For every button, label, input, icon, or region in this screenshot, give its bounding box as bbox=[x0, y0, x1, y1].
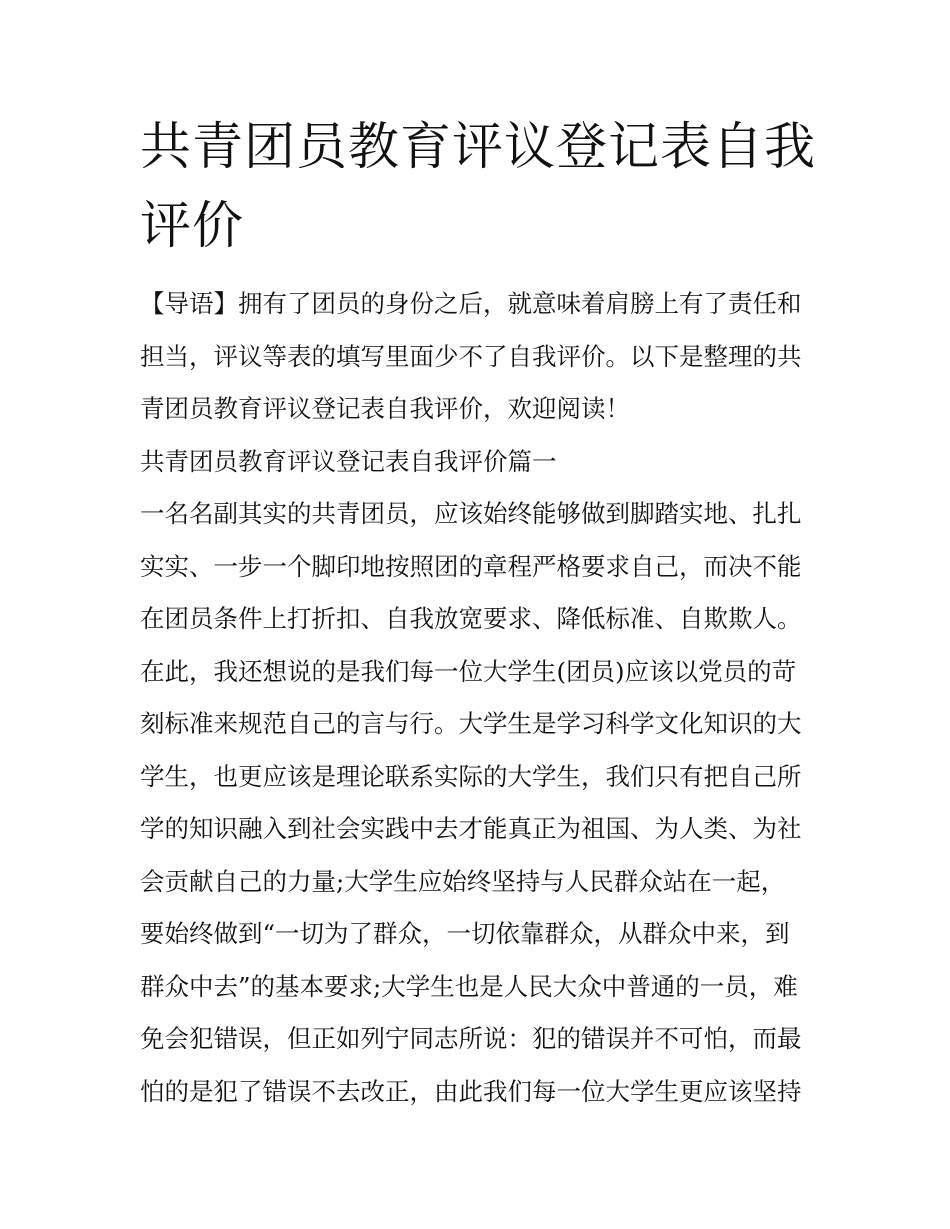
body-line-3: 在团员条件上打折扣、自我放宽要求、降低标准、自欺欺人。 bbox=[140, 604, 802, 633]
intro-line-2: 担当，评议等表的填写里面少不了自我评价。以下是整理的共 bbox=[140, 341, 802, 371]
body-line-6: 学生，也更应该是理论联系实际的大学生，我们只有把自己所 bbox=[140, 761, 802, 791]
title-line-2: 评价 bbox=[140, 197, 245, 256]
body-line-4: 在此，我还想说的是我们每一位大学生(团员)应该以党员的苛 bbox=[140, 656, 797, 686]
title-line-1: 共青团员教育评议登记表自我 bbox=[140, 118, 817, 177]
body-line-10: 群众中去”的基本要求;大学生也是人民大众中普通的一员，难 bbox=[140, 971, 798, 1001]
intro-line-1: 【导语】拥有了团员的身份之后，就意味着肩膀上有了责任和 bbox=[140, 289, 802, 318]
document-page bbox=[140, 108, 820, 1118]
document-body bbox=[140, 278, 820, 1118]
body-line-8: 会贡献自己的力量;大学生应始终坚持与人民群众站在一起， bbox=[140, 866, 786, 896]
body-line-12: 怕的是犯了错误不去改正，由此我们每一位大学生更应该坚持 bbox=[140, 1076, 802, 1106]
body-line-2: 实实、一步一个脚印地按照团的章程严格要求自己，而决不能 bbox=[140, 551, 802, 581]
intro-line-3: 青团员教育评议登记表自我评价，欢迎阅读！ bbox=[140, 394, 630, 423]
body-line-11: 免会犯错误，但正如列宁同志所说：犯的错误并不可怕，而最 bbox=[140, 1024, 802, 1053]
body-line-9: 要始终做到“一切为了群众，一切依靠群众，从群众中来，到 bbox=[140, 919, 790, 948]
body-line-5: 刻标准来规范自己的言与行。大学生是学习科学文化知识的大 bbox=[140, 709, 802, 738]
section-heading: 共青团员教育评议登记表自我评价篇一 bbox=[140, 446, 557, 476]
body-line-7: 学的知识融入到社会实践中去才能真正为祖国、为人类、为社 bbox=[140, 814, 802, 843]
body-line-1: 一名名副其实的共青团员，应该始终能够做到脚踏实地、扎扎 bbox=[140, 499, 802, 528]
document-title bbox=[140, 108, 820, 266]
